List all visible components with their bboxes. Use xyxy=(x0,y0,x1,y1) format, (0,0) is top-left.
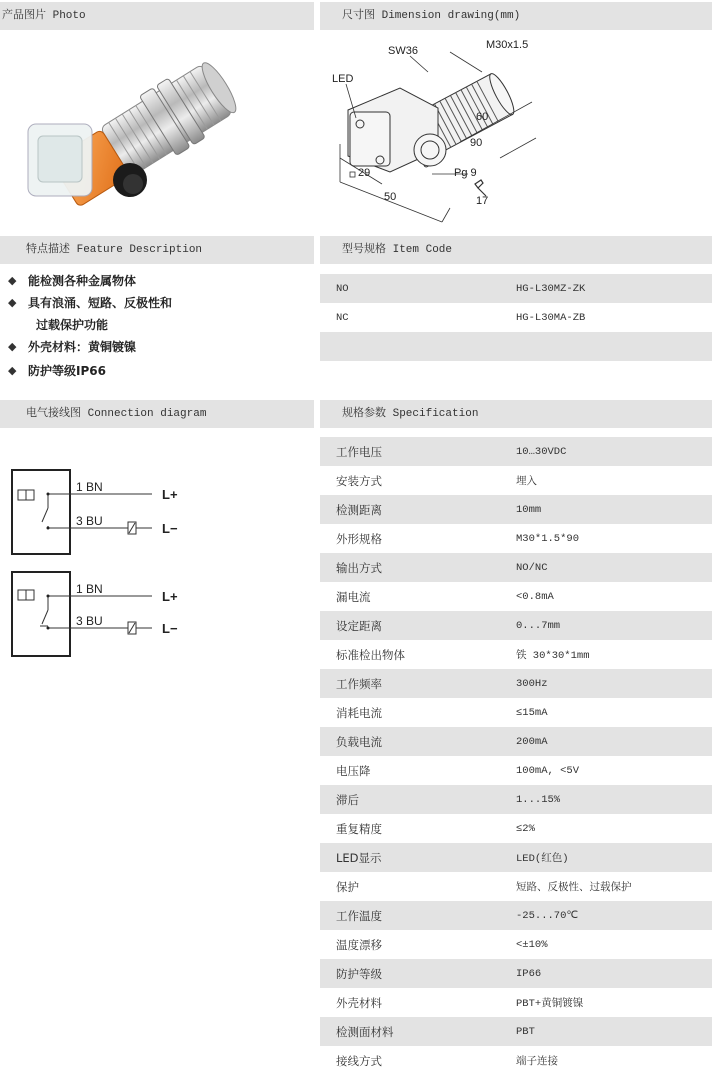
feature-list xyxy=(8,270,308,382)
spec-row xyxy=(320,1017,712,1046)
spec-row xyxy=(320,640,712,669)
spec-value: -25...70℃ xyxy=(516,910,579,922)
spec-value: 10mm xyxy=(516,503,542,516)
spec-row xyxy=(320,669,712,698)
item-type: NO xyxy=(336,282,349,295)
wire-3-label: 3 BU xyxy=(76,514,103,528)
diamond-bullet-icon: ◆ xyxy=(8,364,17,377)
spec-row xyxy=(320,988,712,1017)
wire-1-label: 1 BN xyxy=(76,582,103,596)
spec-row xyxy=(320,872,712,901)
item-type: NC xyxy=(336,311,349,324)
feature-text: 能检测各种金属物体 xyxy=(28,274,137,288)
connection-diagram xyxy=(0,460,314,660)
spec-key: 负载电流 xyxy=(336,734,382,749)
l-plus-label: L+ xyxy=(162,487,178,502)
spec-value: 300Hz xyxy=(516,677,548,690)
table-row xyxy=(320,274,712,303)
specification-header-label: 规格参数 Specification xyxy=(342,408,479,420)
feature-item xyxy=(8,270,308,292)
spec-key: 保护 xyxy=(336,879,359,894)
feature-text-continued: 过载保护功能 xyxy=(36,318,109,332)
dimension-header-label: 尺寸图 Dimension drawing(mm) xyxy=(342,10,521,22)
l-plus-label: L+ xyxy=(162,589,178,604)
specification-header xyxy=(320,400,712,428)
spec-row xyxy=(320,785,712,814)
dim-led-label: LED xyxy=(332,73,354,85)
spec-value: IP66 xyxy=(516,967,542,980)
feature-text: 外壳材料：黄铜镀镍 xyxy=(28,340,137,354)
diamond-bullet-icon: ◆ xyxy=(8,274,17,287)
spec-key: 外形规格 xyxy=(336,531,382,546)
spec-key: LED显示 xyxy=(336,850,382,865)
spec-value: 端子连接 xyxy=(516,1056,558,1068)
spec-row xyxy=(320,524,712,553)
spec-key: 设定距离 xyxy=(336,618,382,633)
item-code-header xyxy=(320,236,712,264)
spec-value: 200mA xyxy=(516,735,548,748)
spec-value: NO/NC xyxy=(516,561,548,574)
spec-row xyxy=(320,901,712,930)
spec-key: 安装方式 xyxy=(336,473,382,488)
spec-value: LED(红色) xyxy=(516,853,569,865)
item-code: HG-L30MZ-ZK xyxy=(516,282,586,295)
spec-key: 检测距离 xyxy=(336,502,382,517)
table-row xyxy=(320,303,712,332)
photo-header xyxy=(0,2,314,30)
feature-header-label: 特点描述 Feature Description xyxy=(26,244,203,256)
spec-key: 消耗电流 xyxy=(336,705,382,720)
spec-row xyxy=(320,843,712,872)
spec-key: 电压降 xyxy=(336,763,371,778)
spec-key: 工作电压 xyxy=(336,444,382,459)
spec-row xyxy=(320,611,712,640)
feature-item xyxy=(8,292,308,314)
item-code-header-label: 型号规格 Item Code xyxy=(342,244,453,256)
spec-key: 接线方式 xyxy=(336,1053,382,1068)
spec-key: 标准检出物体 xyxy=(336,647,405,662)
spec-key: 输出方式 xyxy=(336,560,382,575)
feature-item xyxy=(8,336,308,358)
dim-90-label: 90 xyxy=(470,137,483,149)
table-row xyxy=(320,332,712,361)
spec-value: PBT xyxy=(516,1025,535,1038)
diamond-bullet-icon: ◆ xyxy=(8,340,17,353)
dimension-drawing xyxy=(320,32,712,232)
spec-row xyxy=(320,582,712,611)
l-minus-label: L− xyxy=(162,521,178,536)
feature-item xyxy=(8,360,308,382)
spec-row xyxy=(320,756,712,785)
spec-row xyxy=(320,466,712,495)
dim-60-label: 60 xyxy=(476,111,489,123)
dim-17-label: 17 xyxy=(476,195,489,207)
spec-value: ≤2% xyxy=(516,822,535,835)
spec-key: 重复精度 xyxy=(336,821,382,836)
spec-row xyxy=(320,437,712,466)
wire-1-label: 1 BN xyxy=(76,480,103,494)
spec-row xyxy=(320,814,712,843)
spec-key: 滞后 xyxy=(336,792,359,807)
spec-value: 短路、反极性、过载保护 xyxy=(516,882,632,894)
spec-row xyxy=(320,495,712,524)
spec-key: 漏电流 xyxy=(336,589,371,604)
spec-value: M30*1.5*90 xyxy=(516,532,580,545)
item-code: HG-L30MA-ZB xyxy=(516,311,586,324)
spec-key: 防护等级 xyxy=(336,966,382,981)
spec-value: PBT+黄铜镀镍 xyxy=(516,998,584,1010)
photo-header-label: 产品图片 Photo xyxy=(2,10,86,22)
spec-row xyxy=(320,698,712,727)
spec-value: 埋入 xyxy=(516,476,537,488)
spec-row xyxy=(320,553,712,582)
spec-key: 工作温度 xyxy=(336,908,382,923)
dim-29-label: 29 xyxy=(358,167,371,179)
feature-text: 防护等级IP66 xyxy=(28,364,106,378)
spec-row xyxy=(320,1046,712,1075)
spec-row xyxy=(320,959,712,988)
product-photo xyxy=(0,32,314,232)
dim-thread-label: M30x1.5 xyxy=(486,39,529,51)
spec-key: 外壳材料 xyxy=(336,995,382,1010)
spec-key: 工作频率 xyxy=(336,676,382,691)
item-code-table xyxy=(320,274,712,361)
dim-50-label: 50 xyxy=(384,191,397,203)
diamond-bullet-icon: ◆ xyxy=(8,296,17,309)
connection-header xyxy=(0,400,314,428)
dimension-header xyxy=(320,2,712,30)
feature-text: 具有浪涌、短路、反极性和 xyxy=(28,296,173,310)
spec-value: 10…30VDC xyxy=(516,445,567,458)
spec-value: <±10% xyxy=(516,938,548,951)
l-minus-label: L− xyxy=(162,621,178,636)
specification-table xyxy=(320,437,712,1075)
spec-key: 温度漂移 xyxy=(336,937,382,952)
spec-value: 铁 30*30*1mm xyxy=(516,650,590,662)
spec-value: 100mA, <5V xyxy=(516,764,580,777)
dim-pg-label: Pg 9 xyxy=(454,167,477,179)
spec-value: 1...15% xyxy=(516,793,561,806)
connection-header-label: 电气接线图 Connection diagram xyxy=(26,408,207,420)
spec-value: 0...7mm xyxy=(516,619,561,632)
spec-key: 检测面材料 xyxy=(336,1024,394,1039)
spec-value: <0.8mA xyxy=(516,590,554,603)
spec-row xyxy=(320,727,712,756)
dim-sw-label: SW36 xyxy=(388,45,418,57)
spec-value: ≤15mA xyxy=(516,706,548,719)
wire-3-label: 3 BU xyxy=(76,614,103,628)
feature-header xyxy=(0,236,314,264)
spec-row xyxy=(320,930,712,959)
